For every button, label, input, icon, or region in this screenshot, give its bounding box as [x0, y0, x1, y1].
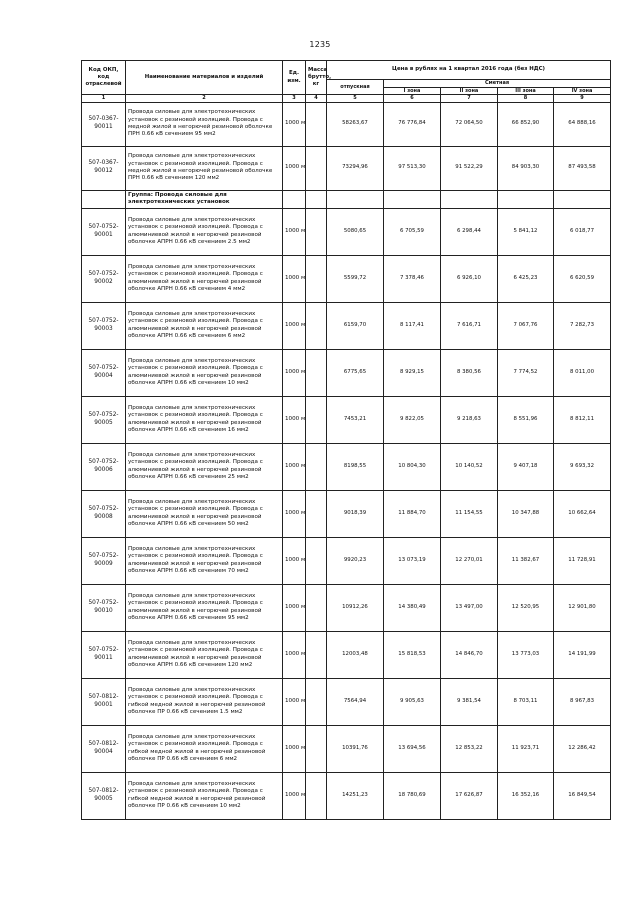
gross-mass-cell	[306, 208, 327, 255]
price-zone-4-cell: 11 728,91	[554, 537, 611, 584]
table-row	[82, 146, 611, 190]
unit-cell: 1000 м	[283, 678, 306, 725]
gross-mass-cell	[306, 490, 327, 537]
gross-mass-cell	[306, 302, 327, 349]
price-zone-2-cell: 91 522,29	[441, 146, 498, 190]
price-zone-4-cell: 12 286,42	[554, 725, 611, 772]
header-zone-1: I зона	[384, 87, 441, 95]
okp-code-cell: 507-0752-90006	[82, 443, 126, 490]
price-zone-1-cell: 8 929,15	[384, 349, 441, 396]
price-zone-3-cell: 13 773,03	[498, 631, 554, 678]
price-zone-3-cell: 11 923,71	[498, 725, 554, 772]
price-zone-3-cell: 12 520,95	[498, 584, 554, 631]
price-zone-2-cell: 12 853,22	[441, 725, 498, 772]
material-name-cell: Провода силовые для электротехнических установок с резиновой изоляцией. Провода с гибкой медной жилой в негорючей резиновой оболочке ПР 0.66 кВ сечением 6 мм2	[126, 725, 283, 772]
price-zone-4-cell: 6 620,59	[554, 255, 611, 302]
unit-cell: 1000 м	[283, 772, 306, 819]
price-zone-2-cell: 13 497,00	[441, 584, 498, 631]
unit-cell: 1000 м	[283, 396, 306, 443]
price-zone-4-cell: 8 812,11	[554, 396, 611, 443]
release-price-cell	[327, 190, 384, 208]
gross-mass-cell	[306, 584, 327, 631]
material-name-cell: Провода силовые для электротехнических установок с резиновой изоляцией. Провода с алюминиевой жилой в негорючей резиновой оболочке АПРН 0.66 кВ сечением 95 мм2	[126, 584, 283, 631]
unit-cell: 1000 м	[283, 255, 306, 302]
column-number: 5	[327, 95, 384, 103]
price-zone-2-cell: 6 298,44	[441, 208, 498, 255]
price-zone-3-cell: 9 407,18	[498, 443, 554, 490]
okp-code-cell: 507-0752-90011	[82, 631, 126, 678]
price-zone-4-cell: 14 191,99	[554, 631, 611, 678]
price-zone-2-cell: 9 218,63	[441, 396, 498, 443]
price-zone-1-cell: 10 804,30	[384, 443, 441, 490]
price-zone-1-cell: 8 117,41	[384, 302, 441, 349]
price-zone-1-cell: 9 905,63	[384, 678, 441, 725]
material-name-cell: Провода силовые для электротехнических установок с резиновой изоляцией. Провода с алюминиевой жилой в негорючей резиновой оболочке АПРН 0.66 кВ сечением 10 мм2	[126, 349, 283, 396]
okp-code-cell: 507-0752-90008	[82, 490, 126, 537]
unit-cell: 1000 м	[283, 631, 306, 678]
unit-cell: 1000 м	[283, 146, 306, 190]
price-zone-2-cell: 17 626,87	[441, 772, 498, 819]
price-zone-1-cell: 15 818,53	[384, 631, 441, 678]
okp-code-cell: 507-0367-90012	[82, 146, 126, 190]
price-zone-4-cell: 9 693,32	[554, 443, 611, 490]
price-zone-1-cell: 9 822,05	[384, 396, 441, 443]
release-price-cell: 6159,70	[327, 302, 384, 349]
page-number: 1235	[309, 40, 331, 49]
price-zone-2-cell: 6 926,10	[441, 255, 498, 302]
material-name-cell: Провода силовые для электротехнических установок с резиновой изоляцией. Провода с алюминиевой жилой в негорючей резиновой оболочке АПРН 0.66 кВ сечением 4 мм2	[126, 255, 283, 302]
gross-mass-cell	[306, 678, 327, 725]
material-name-cell: Провода силовые для электротехнических установок с резиновой изоляцией. Провода с алюминиевой жилой в негорючей резиновой оболочке АПРН 0.66 кВ сечением 50 мм2	[126, 490, 283, 537]
price-zone-2-cell: 14 846,70	[441, 631, 498, 678]
okp-code-cell: 507-0752-90009	[82, 537, 126, 584]
header-zone-2: II зона	[441, 87, 498, 95]
okp-code-cell: 507-0812-90005	[82, 772, 126, 819]
price-zone-3-cell: 66 852,90	[498, 102, 554, 146]
material-name-cell: Провода силовые для электротехнических установок с резиновой изоляцией. Провода с алюминиевой жилой в негорючей резиновой оболочке АПРН 0.66 кВ сечением 120 мм2	[126, 631, 283, 678]
okp-code-cell: 507-0752-90003	[82, 302, 126, 349]
unit-cell: 1000 м	[283, 584, 306, 631]
price-zone-1-cell: 18 780,69	[384, 772, 441, 819]
release-price-cell: 5080,65	[327, 208, 384, 255]
unit-cell: 1000 м	[283, 102, 306, 146]
okp-code-cell: 507-0812-90004	[82, 725, 126, 772]
unit-cell: 1000 м	[283, 208, 306, 255]
price-zone-4-cell: 87 493,58	[554, 146, 611, 190]
gross-mass-cell	[306, 443, 327, 490]
table-row	[82, 208, 611, 255]
price-zone-3-cell: 5 841,12	[498, 208, 554, 255]
header-price-group: Цена в рублях на 1 квартал 2016 года (без НДС)	[327, 61, 611, 80]
gross-mass-cell	[306, 349, 327, 396]
price-zone-1-cell: 14 380,49	[384, 584, 441, 631]
material-name-cell: Провода силовые для электротехнических установок с резиновой изоляцией. Провода с алюминиевой жилой в негорючей резиновой оболочке АПРН 0.66 кВ сечением 6 мм2	[126, 302, 283, 349]
release-price-cell: 73294,96	[327, 146, 384, 190]
price-zone-1-cell: 97 513,30	[384, 146, 441, 190]
price-zone-3-cell: 7 067,76	[498, 302, 554, 349]
column-number: 3	[283, 95, 306, 103]
material-name-cell: Провода силовые для электротехнических установок с резиновой изоляцией. Провода с гибкой медной жилой в негорючей резиновой оболочке ПР 0.66 кВ сечением 10 мм2	[126, 772, 283, 819]
column-number: 4	[306, 95, 327, 103]
price-zone-4-cell	[554, 190, 611, 208]
column-number: 1	[82, 95, 126, 103]
price-zone-4-cell: 7 282,73	[554, 302, 611, 349]
price-zone-3-cell: 8 703,11	[498, 678, 554, 725]
okp-code-cell: 507-0752-90010	[82, 584, 126, 631]
release-price-cell: 10912,26	[327, 584, 384, 631]
price-table	[81, 60, 611, 820]
table-row	[82, 302, 611, 349]
header-mass: Масса брутто, кг	[306, 61, 327, 95]
price-zone-1-cell: 76 776,84	[384, 102, 441, 146]
table-row	[82, 537, 611, 584]
header-unit: Ед. изм.	[283, 61, 306, 95]
gross-mass-cell	[306, 190, 327, 208]
table-row	[82, 443, 611, 490]
price-zone-2-cell: 9 381,54	[441, 678, 498, 725]
price-zone-1-cell: 11 884,70	[384, 490, 441, 537]
price-zone-3-cell	[498, 190, 554, 208]
table-row	[82, 631, 611, 678]
price-zone-2-cell	[441, 190, 498, 208]
material-name-cell: Группа: Провода силовые для электротехнических установок	[126, 190, 283, 208]
material-name-cell: Провода силовые для электротехнических установок с резиновой изоляцией. Провода с гибкой медной жилой в негорючей резиновой оболочке ПР 0.66 кВ сечением 1.5 мм2	[126, 678, 283, 725]
group-row	[82, 190, 611, 208]
release-price-cell: 7564,94	[327, 678, 384, 725]
unit-cell: 1000 м	[283, 725, 306, 772]
okp-code-cell	[82, 190, 126, 208]
okp-code-cell: 507-0752-90005	[82, 396, 126, 443]
price-zone-1-cell: 7 378,46	[384, 255, 441, 302]
table-row	[82, 678, 611, 725]
price-zone-1-cell: 6 705,59	[384, 208, 441, 255]
material-name-cell: Провода силовые для электротехнических установок с резиновой изоляцией. Провода с алюминиевой жилой в негорючей резиновой оболочке АПРН 0.66 кВ сечением 70 мм2	[126, 537, 283, 584]
release-price-cell: 8198,55	[327, 443, 384, 490]
material-name-cell: Провода силовые для электротехнических установок с резиновой изоляцией. Провода с алюминиевой жилой в негорючей резиновой оболочке АПРН 0.66 кВ сечением 16 мм2	[126, 396, 283, 443]
price-zone-1-cell: 13 073,19	[384, 537, 441, 584]
okp-code-cell: 507-0752-90002	[82, 255, 126, 302]
price-zone-4-cell: 8 967,83	[554, 678, 611, 725]
table-row	[82, 490, 611, 537]
release-price-cell: 58263,67	[327, 102, 384, 146]
material-name-cell: Провода силовые для электротехнических установок с резиновой изоляцией. Провода с медной жилой в негорючей резиновой оболочке ПРН 0.66 кВ сечением 95 мм2	[126, 102, 283, 146]
table-row	[82, 349, 611, 396]
price-zone-3-cell: 7 774,52	[498, 349, 554, 396]
table-row	[82, 255, 611, 302]
column-number: 9	[554, 95, 611, 103]
price-zone-1-cell: 13 694,56	[384, 725, 441, 772]
table-row	[82, 102, 611, 146]
okp-code-cell: 507-0812-90001	[82, 678, 126, 725]
table-row	[82, 584, 611, 631]
price-zone-3-cell: 84 903,30	[498, 146, 554, 190]
okp-code-cell: 507-0367-90011	[82, 102, 126, 146]
column-number: 7	[441, 95, 498, 103]
release-price-cell: 10391,76	[327, 725, 384, 772]
table-body	[82, 102, 611, 819]
unit-cell: 1000 м	[283, 537, 306, 584]
okp-code-cell: 507-0752-90001	[82, 208, 126, 255]
table-row	[82, 772, 611, 819]
price-zone-4-cell: 12 901,80	[554, 584, 611, 631]
unit-cell: 1000 м	[283, 349, 306, 396]
price-zone-2-cell: 7 616,71	[441, 302, 498, 349]
column-number: 2	[126, 95, 283, 103]
header-name: Наименование материалов и изделий	[126, 61, 283, 95]
table-row	[82, 396, 611, 443]
header-estimate-price: Сметная	[384, 80, 611, 88]
unit-cell: 1000 м	[283, 443, 306, 490]
table-header	[82, 61, 611, 103]
unit-cell: 1000 м	[283, 302, 306, 349]
release-price-cell: 14251,23	[327, 772, 384, 819]
header-zone-3: III зона	[498, 87, 554, 95]
unit-cell	[283, 190, 306, 208]
price-zone-4-cell: 16 849,54	[554, 772, 611, 819]
price-zone-2-cell: 10 140,52	[441, 443, 498, 490]
price-zone-3-cell: 11 382,67	[498, 537, 554, 584]
release-price-cell: 9018,39	[327, 490, 384, 537]
table-row	[82, 725, 611, 772]
price-zone-4-cell: 6 018,77	[554, 208, 611, 255]
material-name-cell: Провода силовые для электротехнических установок с резиновой изоляцией. Провода с алюминиевой жилой в негорючей резиновой оболочке АПРН 0.66 кВ сечением 2.5 мм2	[126, 208, 283, 255]
release-price-cell: 7453,21	[327, 396, 384, 443]
gross-mass-cell	[306, 725, 327, 772]
gross-mass-cell	[306, 102, 327, 146]
price-zone-1-cell	[384, 190, 441, 208]
release-price-cell: 9920,23	[327, 537, 384, 584]
gross-mass-cell	[306, 631, 327, 678]
column-number: 6	[384, 95, 441, 103]
okp-code-cell: 507-0752-90004	[82, 349, 126, 396]
price-zone-3-cell: 10 347,88	[498, 490, 554, 537]
price-zone-4-cell: 10 662,64	[554, 490, 611, 537]
unit-cell: 1000 м	[283, 490, 306, 537]
gross-mass-cell	[306, 255, 327, 302]
release-price-cell: 12003,48	[327, 631, 384, 678]
header-release-price: отпускная	[327, 80, 384, 95]
header-code: Код ОКП, код отраслевой	[82, 61, 126, 95]
price-zone-2-cell: 8 380,56	[441, 349, 498, 396]
price-zone-2-cell: 72 064,50	[441, 102, 498, 146]
gross-mass-cell	[306, 772, 327, 819]
material-name-cell: Провода силовые для электротехнических установок с резиновой изоляцией. Провода с алюминиевой жилой в негорючей резиновой оболочке АПРН 0.66 кВ сечением 25 мм2	[126, 443, 283, 490]
price-zone-3-cell: 16 352,16	[498, 772, 554, 819]
gross-mass-cell	[306, 146, 327, 190]
release-price-cell: 5599,72	[327, 255, 384, 302]
material-name-cell: Провода силовые для электротехнических установок с резиновой изоляцией. Провода с медной жилой в негорючей резиновой оболочке ПРН 0.66 кВ сечением 120 мм2	[126, 146, 283, 190]
gross-mass-cell	[306, 537, 327, 584]
price-zone-4-cell: 8 011,00	[554, 349, 611, 396]
column-number: 8	[498, 95, 554, 103]
price-zone-3-cell: 8 551,96	[498, 396, 554, 443]
price-zone-2-cell: 11 154,55	[441, 490, 498, 537]
gross-mass-cell	[306, 396, 327, 443]
price-zone-3-cell: 6 425,23	[498, 255, 554, 302]
price-zone-4-cell: 64 888,16	[554, 102, 611, 146]
release-price-cell: 6775,65	[327, 349, 384, 396]
header-zone-4: IV зона	[554, 87, 611, 95]
price-zone-2-cell: 12 270,01	[441, 537, 498, 584]
